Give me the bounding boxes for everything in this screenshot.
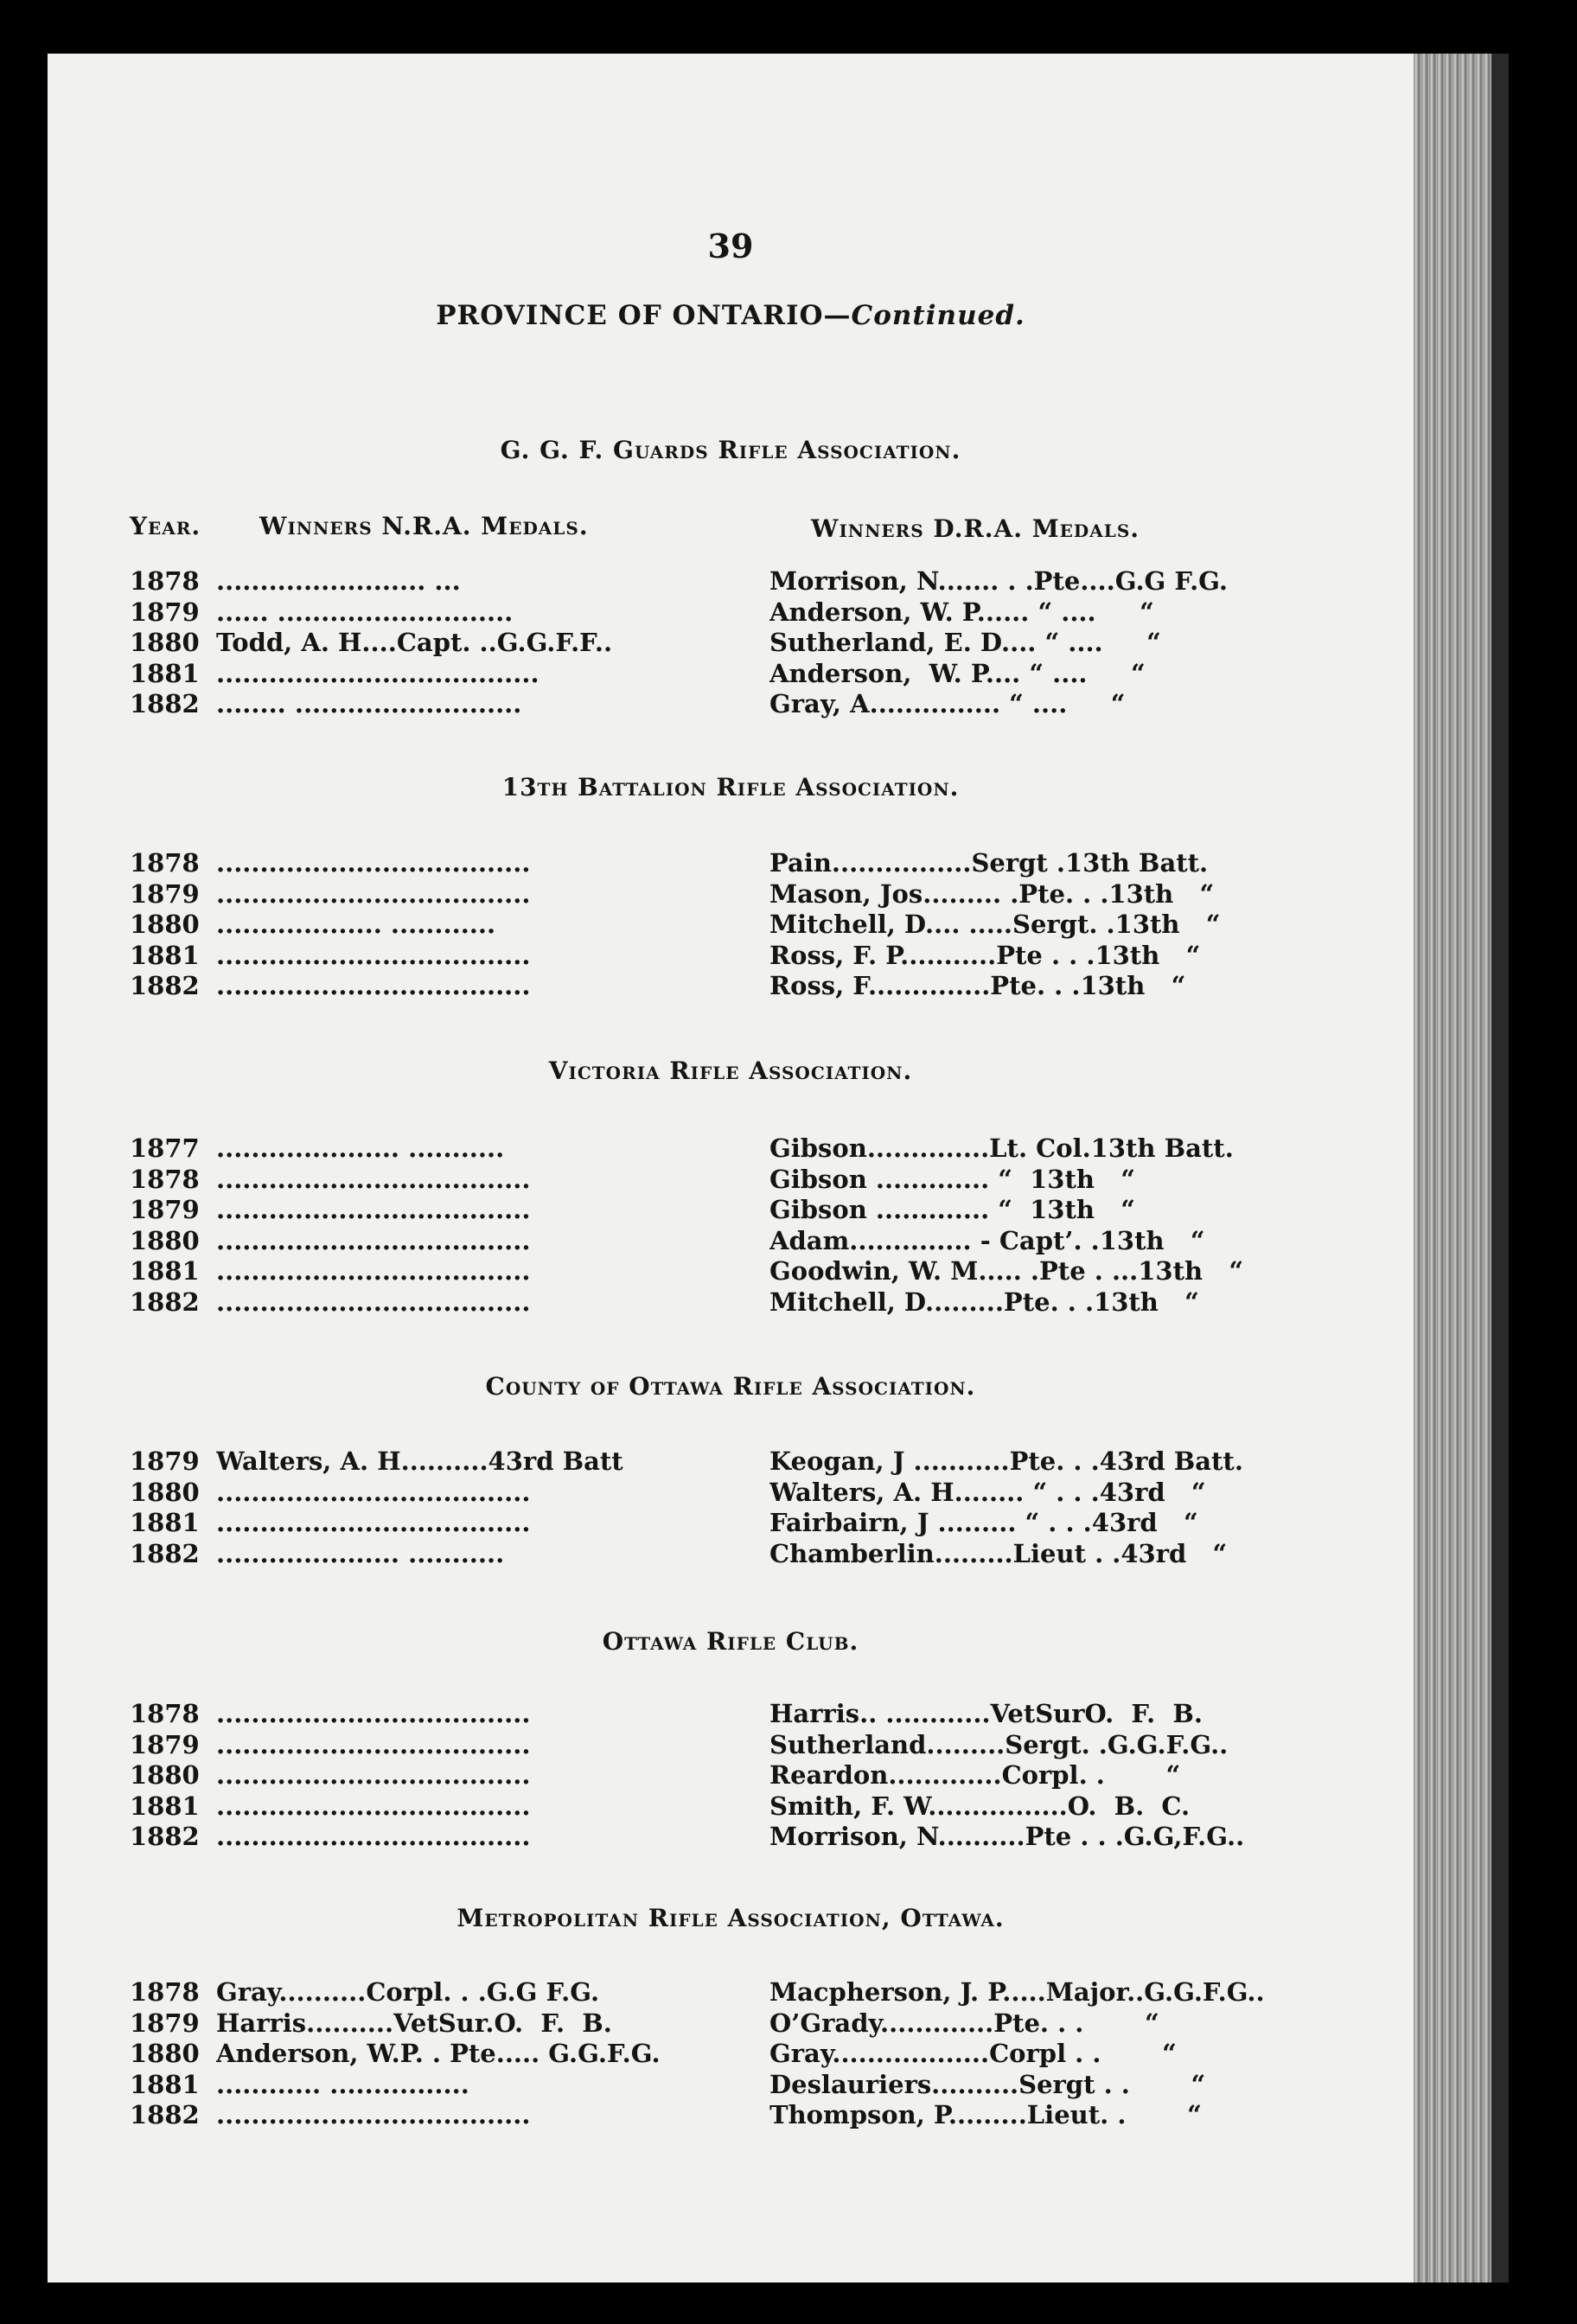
year-cell: 1881 — [130, 1256, 200, 1286]
nra-winner-cell: .................................... — [216, 1164, 531, 1194]
nra-winner-cell: .................................... — [216, 971, 531, 1000]
dra-winner-cell: Mason, Jos......... .Pte. . .13th “ — [769, 878, 1215, 909]
nra-winner-cell: ........................ ... — [216, 566, 461, 596]
year-cell: 1880 — [130, 910, 200, 939]
year-cell: 1880 — [130, 1760, 200, 1790]
nra-winner-cell: .................................... — [216, 940, 531, 970]
year-cell: 1882 — [130, 1538, 200, 1568]
year-cell: 1880 — [130, 628, 200, 657]
year-cell: 1882 — [130, 2100, 200, 2129]
table-row — [130, 565, 1340, 597]
nra-winner-cell: .................................... — [216, 1699, 531, 1728]
nra-winner-cell: .................................... — [216, 1822, 531, 1851]
nra-winner-cell: ..................... ........... — [216, 1133, 505, 1163]
table-row — [130, 1477, 1340, 1508]
dra-winner-cell: Ross, F. P...........Pte . . .13th “ — [769, 940, 1201, 970]
table-row — [130, 1976, 1340, 2008]
year-cell: 1881 — [130, 940, 200, 970]
nra-winner-cell: .................................... — [216, 1760, 531, 1790]
nra-winner-cell: .................................... — [216, 1256, 531, 1286]
dra-winner-cell: Goodwin, W. M..... .Pte . ...13th “ — [769, 1256, 1244, 1286]
dra-winner-cell: Reardon.............Corpl. . “ — [769, 1760, 1181, 1790]
dra-winner-cell: Macpherson, J. P.....Major..G.G.F.G.. — [769, 1977, 1265, 2007]
dra-winner-cell: Sutherland, E. D.... “ .... “ — [769, 628, 1161, 657]
year-cell: 1879 — [130, 1446, 200, 1476]
nra-winner-cell: .................................... — [216, 848, 531, 878]
table-row — [130, 1729, 1340, 1760]
dra-winner-cell: Sutherland.........Sergt. .G.G.F.G.. — [769, 1729, 1229, 1759]
dra-winner-cell: Adam.............. - Capt’. .13th “ — [769, 1225, 1205, 1255]
table-row — [130, 909, 1340, 940]
year-cell: 1881 — [130, 658, 200, 688]
nra-winner-cell: ...... ........................... — [216, 597, 514, 627]
section-title: Metropolitan Rifle Association, Ottawa. — [456, 1904, 1005, 1932]
year-cell: 1882 — [130, 1822, 200, 1851]
nra-winner-cell: .................................... — [216, 2100, 531, 2129]
year-cell: 1877 — [130, 1133, 200, 1163]
section-title: 13th Battalion Rifle Association. — [501, 773, 960, 801]
year-cell: 1879 — [130, 1195, 200, 1224]
dra-winner-cell: Fairbairn, J ......... “ . . .43rd “ — [769, 1508, 1198, 1537]
nra-winner-cell: ............ ................ — [216, 2069, 469, 2099]
dra-winner-cell: Gibson ............. “ 13th “ — [769, 1164, 1135, 1194]
section-title: G. G. F. Guards Rifle Association. — [500, 436, 961, 464]
table-row — [130, 658, 1340, 689]
column-header-nra: Winners N.R.A. Medals. — [259, 512, 589, 540]
dra-winner-cell: O’Grady.............Pte. . . “ — [769, 2008, 1159, 2038]
table-row — [130, 2099, 1340, 2130]
year-cell: 1882 — [130, 689, 200, 718]
page-edge-stack — [1414, 54, 1491, 2282]
table-row — [130, 940, 1340, 971]
table-row — [130, 847, 1340, 878]
dra-winner-cell: Gray..................Corpl . . “ — [769, 2039, 1177, 2068]
dra-winner-cell: Pain................Sergt .13th Batt. — [769, 848, 1209, 878]
dra-winner-cell: Mitchell, D.........Pte. . .13th “ — [769, 1286, 1199, 1317]
table-row — [130, 1791, 1340, 1822]
nra-winner-cell: .................................... — [216, 1729, 531, 1759]
province-title — [48, 300, 1414, 331]
nra-winner-cell: Gray..........Corpl. . .G.G F.G. — [216, 1977, 600, 2007]
section-title: Victoria Rifle Association. — [548, 1057, 913, 1085]
table-row — [130, 2038, 1340, 2069]
table-row — [130, 1759, 1340, 1791]
dra-winner-cell: Morrison, N..........Pte . . .G.G,F.G.. — [769, 1822, 1245, 1851]
nra-winner-cell: .................................... — [216, 1477, 531, 1507]
nra-winner-cell: .................................... — [216, 1195, 531, 1224]
year-cell: 1878 — [130, 1977, 200, 2007]
dra-winner-cell: Deslauriers..........Sergt . . “ — [769, 2069, 1206, 2099]
year-cell: 1881 — [130, 2069, 200, 2099]
table-row — [130, 597, 1340, 628]
table-row — [130, 1507, 1340, 1538]
dra-winner-cell: Gray, A............... “ .... “ — [769, 689, 1126, 718]
table-row — [130, 1225, 1340, 1256]
nra-winner-cell: ........ .......................... — [216, 689, 522, 718]
dra-winner-cell: Keogan, J ...........Pte. . .43rd Batt. — [769, 1446, 1243, 1476]
province-title-continued: Continued. — [851, 300, 1025, 331]
table-row — [130, 2008, 1340, 2039]
year-cell: 1879 — [130, 878, 200, 909]
year-cell: 1879 — [130, 1729, 200, 1759]
column-header-dra: Winners D.R.A. Medals. — [811, 514, 1140, 543]
year-cell: 1881 — [130, 1791, 200, 1821]
year-cell: 1878 — [130, 848, 200, 878]
section-title: Ottawa Rifle Club. — [602, 1627, 859, 1656]
dra-winner-cell: Mitchell, D.... .....Sergt. .13th “ — [769, 910, 1221, 939]
page-number: 39 — [707, 227, 754, 265]
table-row — [130, 1286, 1340, 1318]
column-header-year: Year. — [130, 512, 201, 540]
nra-winner-cell: ................... ............ — [216, 910, 496, 939]
year-cell: 1880 — [130, 2039, 200, 2068]
dra-winner-cell: Gibson ............. “ 13th “ — [769, 1195, 1135, 1224]
nra-winner-cell: .................................... — [216, 1791, 531, 1821]
dra-winner-cell: Morrison, N....... . .Pte....G.G F.G. — [769, 566, 1229, 596]
nra-winner-cell: .................................... — [216, 1286, 531, 1317]
nra-winner-cell: .................................... — [216, 1225, 531, 1255]
table-row — [130, 1164, 1340, 1195]
nra-winner-cell: Todd, A. H....Capt. ..G.G.F.F.. — [216, 628, 613, 657]
dra-winner-cell: Thompson, P.........Lieut. . “ — [769, 2100, 1202, 2129]
table-row — [130, 1194, 1340, 1225]
year-cell: 1882 — [130, 971, 200, 1000]
table-row — [130, 1133, 1340, 1164]
table-row — [130, 2069, 1340, 2100]
table-row — [130, 1446, 1340, 1477]
book-page — [48, 54, 1414, 2282]
year-cell: 1880 — [130, 1477, 200, 1507]
year-cell: 1882 — [130, 1286, 200, 1317]
section-title: County of Ottawa Rifle Association. — [485, 1372, 976, 1401]
nra-winner-cell: .................................... — [216, 878, 531, 909]
year-cell: 1878 — [130, 566, 200, 596]
year-cell: 1879 — [130, 597, 200, 627]
nra-winner-cell: ..................... ........... — [216, 1538, 505, 1568]
table-row — [130, 878, 1340, 910]
page-edge-shadow — [1491, 54, 1509, 2282]
table-row — [130, 627, 1340, 658]
nra-winner-cell: ..................................... — [216, 658, 540, 688]
dra-winner-cell: Ross, F..............Pte. . .13th “ — [769, 971, 1186, 1000]
dra-winner-cell: Walters, A. H........ “ . . .43rd “ — [769, 1477, 1206, 1507]
province-title-main: PROVINCE OF ONTARIO— — [436, 300, 852, 331]
dra-winner-cell: Chamberlin.........Lieut . .43rd “ — [769, 1538, 1228, 1568]
year-cell: 1878 — [130, 1699, 200, 1728]
table-row — [130, 1255, 1340, 1286]
year-cell: 1880 — [130, 1225, 200, 1255]
dra-winner-cell: Anderson, W. P.... “ .... “ — [769, 658, 1146, 688]
table-row — [130, 1821, 1340, 1852]
year-cell: 1881 — [130, 1508, 200, 1537]
nra-winner-cell: Walters, A. H..........43rd Batt — [216, 1446, 623, 1476]
table-row — [130, 970, 1340, 1001]
year-cell: 1879 — [130, 2008, 200, 2038]
table-row — [130, 1538, 1340, 1569]
nra-winner-cell: Harris..........VetSur.O. F. B. — [216, 2008, 612, 2038]
dra-winner-cell: Harris.. ............VetSurO. F. B. — [769, 1699, 1203, 1728]
table-row — [130, 1698, 1340, 1729]
table-row — [130, 688, 1340, 719]
dra-winner-cell: Smith, F. W................O. B. C. — [769, 1791, 1191, 1821]
dra-winner-cell: Gibson..............Lt. Col.13th Batt. — [769, 1133, 1234, 1163]
year-cell: 1878 — [130, 1164, 200, 1194]
nra-winner-cell: .................................... — [216, 1508, 531, 1537]
nra-winner-cell: Anderson, W.P. . Pte..... G.G.F.G. — [216, 2039, 661, 2068]
dra-winner-cell: Anderson, W. P...... “ .... “ — [769, 597, 1154, 627]
